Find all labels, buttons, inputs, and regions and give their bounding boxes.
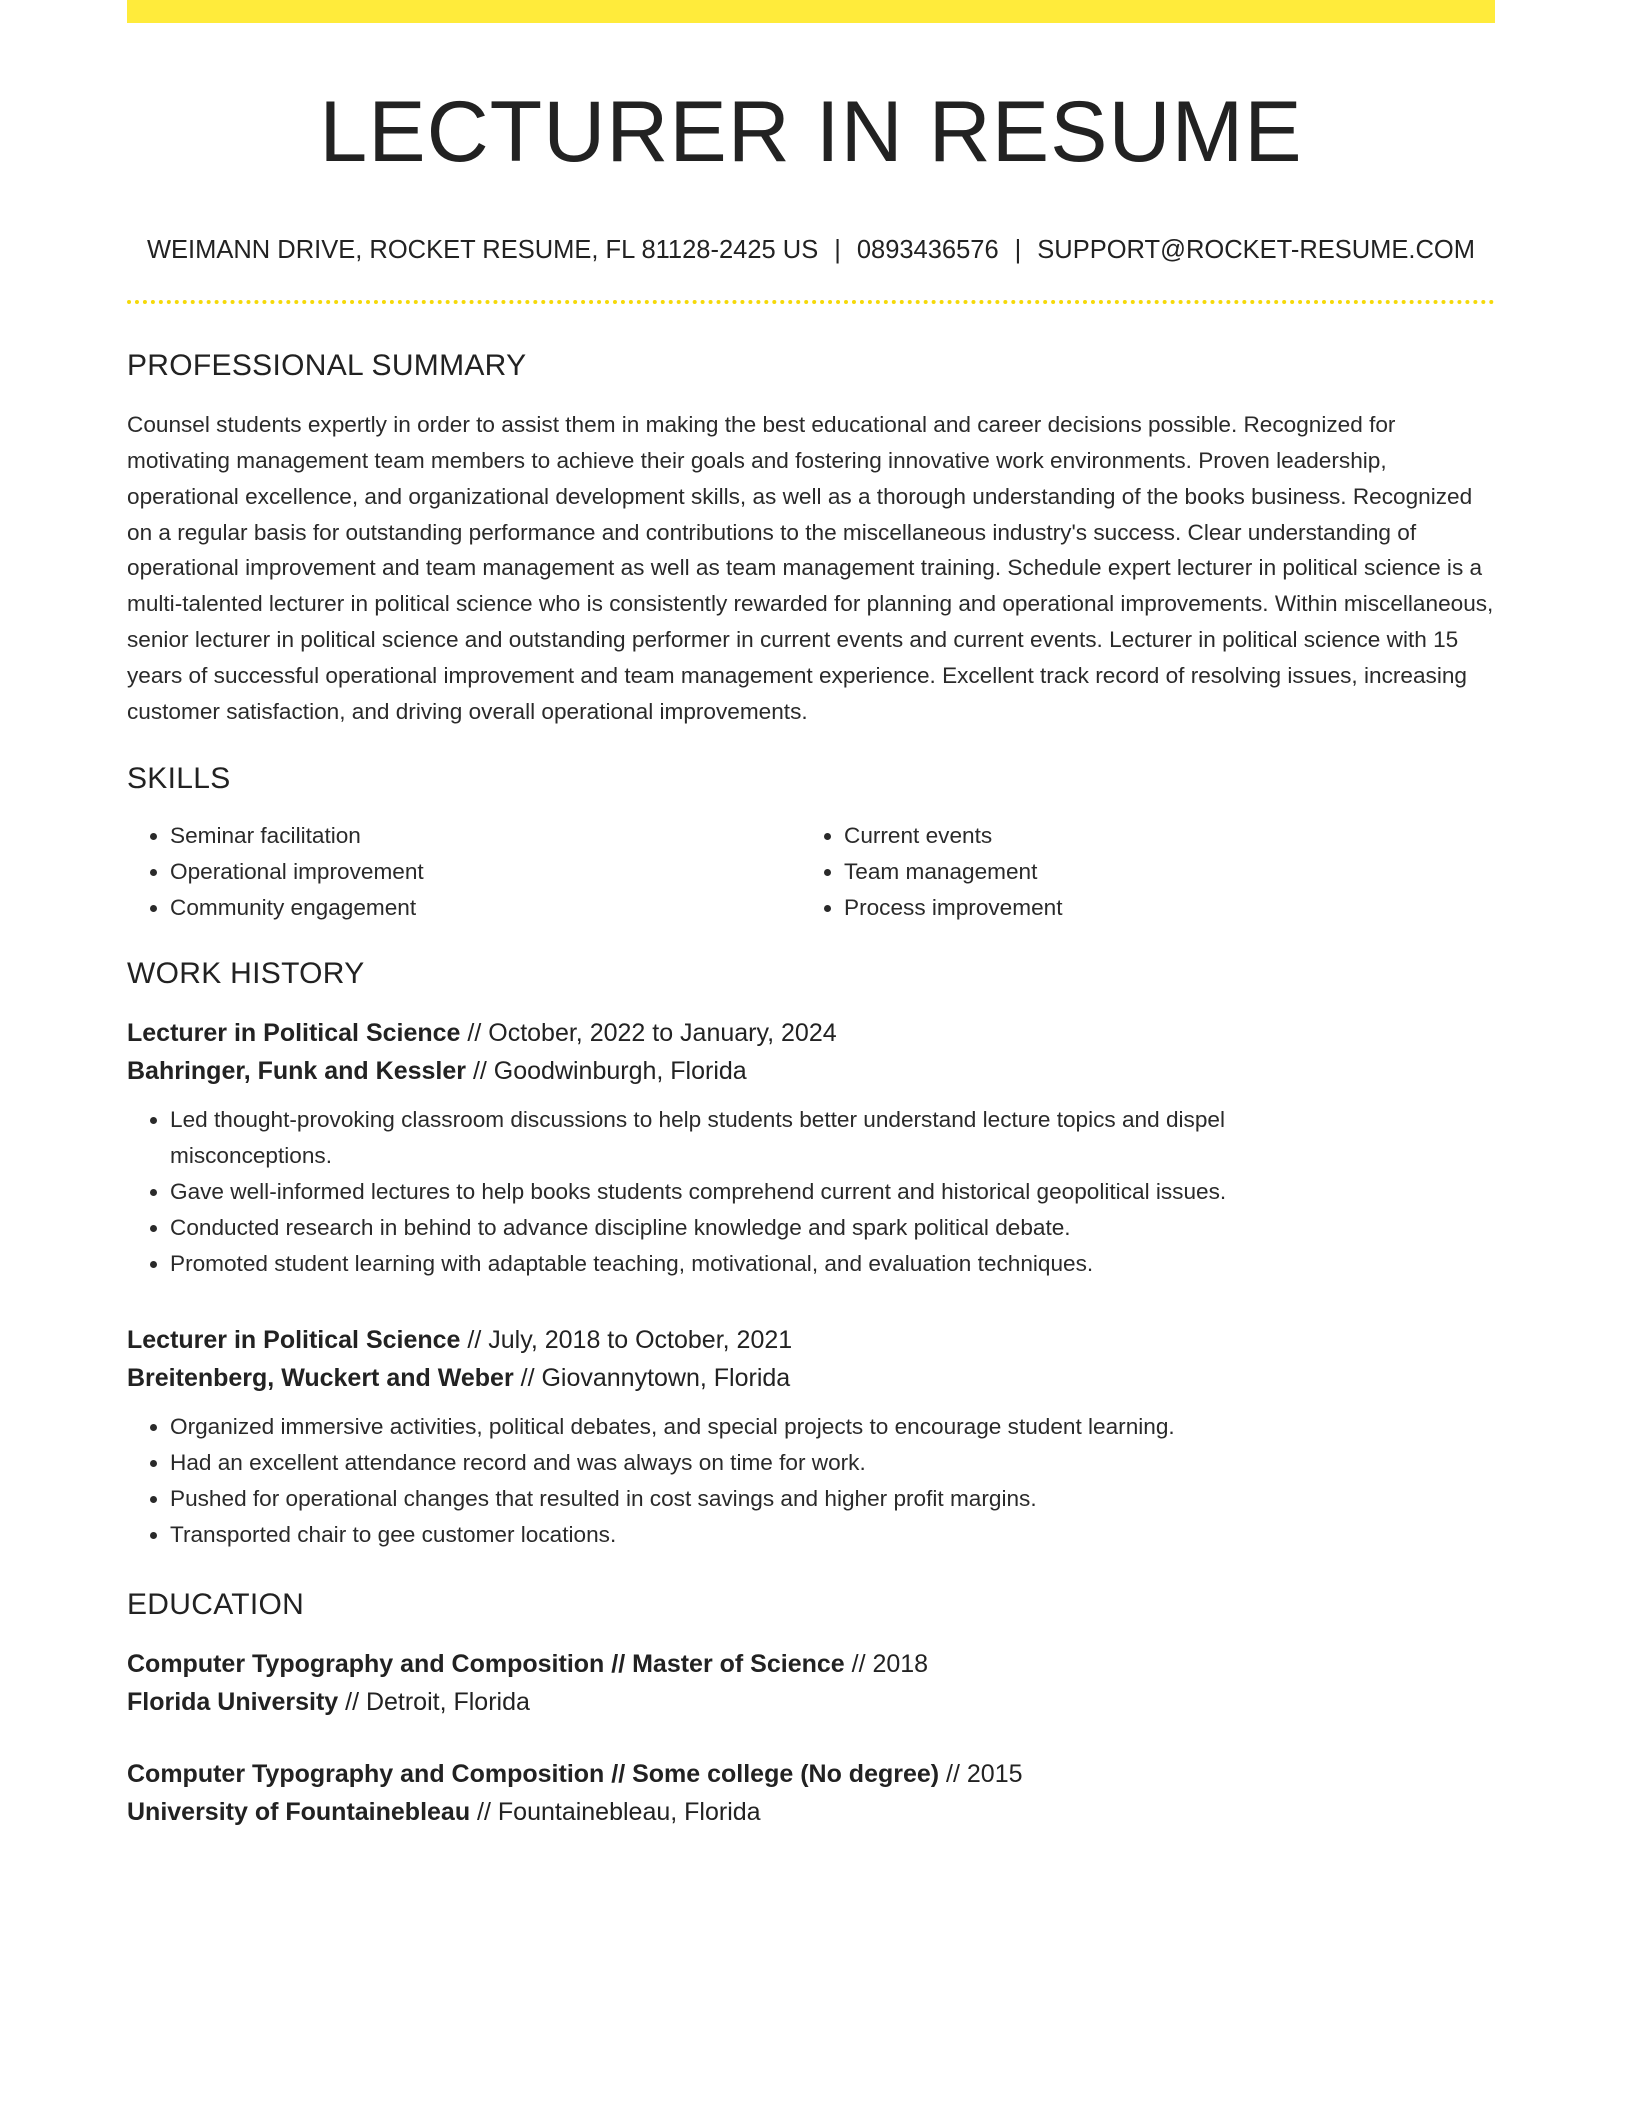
education-school: University of Fountainebleau: [127, 1797, 471, 1826]
skill-item: • Community engagement: [170, 890, 801, 926]
education-location: // Detroit, Florida: [338, 1687, 530, 1716]
job-dates: // July, 2018 to October, 2021: [460, 1326, 793, 1355]
skills-column-right: [801, 818, 1475, 926]
contact-address: WEIMANN DRIVE, ROCKET RESUME, FL 81128-2425 US: [146, 235, 819, 264]
job-bullet: • Organized immersive activities, political debates, and special projects to encourage student learning.: [170, 1409, 1495, 1445]
job-bullet: • Transported chair to gee customer locations.: [170, 1517, 1495, 1553]
job-company: Breitenberg, Wuckert and Weber: [127, 1364, 514, 1393]
job-bullet: • Gave well-informed lectures to help books students comprehend current and historical geopolitical issues.: [170, 1174, 1495, 1210]
skills-grid: [127, 818, 1495, 926]
skill-item: • Process improvement: [844, 890, 1475, 926]
dotted-divider: [127, 300, 1495, 304]
skill-item: • Seminar facilitation: [170, 818, 801, 854]
education-degree-line: [127, 1645, 1495, 1683]
job-bullet: • Had an excellent attendance record and was always on time for work.: [170, 1445, 1495, 1481]
skill-item: • Current events: [844, 818, 1475, 854]
summary-text: Counsel students expertly in order to assist them in making the best educational and career decisions possible. Recognized for motivating management team members to achieve their goals and fostering innovative work environments. Proven leadership, operational excellence, and organizational development skills, as well as a thorough understanding of the books business. Recognized on a regular basis for outstanding performance and contributions to the miscellaneous industry's success. Clear understanding of operational improvement and team management as well as team management training. Schedule expert lecturer in political science is a multi-talented lecturer in political science who is consistently rewarded for planning and operational improvements. Within miscellaneous, senior lecturer in political science and outstanding performer in current events and current events. Lecturer in political science with 15 years of successful operational improvement and team management experience. Excellent track record of resolving issues, increasing customer satisfaction, and driving overall operational improvements.: [127, 412, 1494, 724]
job-company-line: [127, 1359, 1495, 1397]
contact-phone: 0893436576: [856, 235, 999, 264]
contact-line: [127, 235, 1495, 266]
education-school: Florida University: [127, 1687, 339, 1716]
education-degree-line: [127, 1755, 1495, 1793]
resume-page: [127, 0, 1495, 1831]
education-year: // 2018: [844, 1649, 929, 1678]
education-year: // 2015: [939, 1759, 1023, 1788]
skill-item: • Team management: [844, 854, 1475, 890]
contact-separator: |: [1014, 235, 1022, 264]
contact-separator: |: [834, 235, 841, 264]
section-title-summary: PROFESSIONAL SUMMARY: [127, 349, 527, 383]
job-entry: [127, 1014, 1495, 1281]
education-degree: Computer Typography and Composition // Some college (No degree): [127, 1759, 940, 1788]
section-title-education: EDUCATION: [127, 1587, 305, 1621]
section-title-skills: SKILLS: [127, 762, 231, 796]
education-school-line: [127, 1793, 1495, 1831]
job-entry: [127, 1321, 1495, 1552]
contact-email: SUPPORT@ROCKET-RESUME.COM: [1037, 235, 1475, 264]
skill-item: • Operational improvement: [170, 854, 801, 890]
section-title-work-history: WORK HISTORY: [127, 957, 365, 991]
job-bullet: • Led thought-provoking classroom discussions to help students better understand lecture topics and dispel misconceptions.: [170, 1102, 1495, 1174]
job-dates: // October, 2022 to January, 2024: [460, 1019, 837, 1048]
education-location: // Fountainebleau, Florida: [470, 1797, 761, 1826]
skills-column-left: [127, 818, 801, 926]
education-entry: [127, 1645, 1495, 1721]
job-bullet: • Conducted research in behind to advance discipline knowledge and spark political debate.: [170, 1210, 1495, 1246]
job-role: Lecturer in Political Science: [127, 1326, 461, 1355]
job-company: Bahringer, Funk and Kessler: [127, 1057, 466, 1086]
job-bullets: [127, 1409, 1495, 1552]
education-school-line: [127, 1683, 1495, 1721]
accent-bar: [127, 0, 1495, 23]
job-location: // Goodwinburgh, Florida: [466, 1057, 747, 1086]
job-bullet: • Pushed for operational changes that resulted in cost savings and higher profit margins.: [170, 1481, 1495, 1517]
job-company-line: [127, 1052, 1495, 1090]
resume-name: LECTURER IN RESUME: [319, 84, 1303, 180]
job-title-line: [127, 1014, 1495, 1052]
education-degree: Computer Typography and Composition // Master of Science: [127, 1649, 845, 1678]
job-bullets: [127, 1102, 1495, 1281]
job-location: // Giovannytown, Florida: [513, 1364, 791, 1393]
job-title-line: [127, 1321, 1495, 1359]
job-role: Lecturer in Political Science: [127, 1019, 461, 1048]
education-entry: [127, 1755, 1495, 1831]
job-bullet: • Promoted student learning with adaptable teaching, motivational, and evaluation techniques.: [170, 1246, 1495, 1282]
